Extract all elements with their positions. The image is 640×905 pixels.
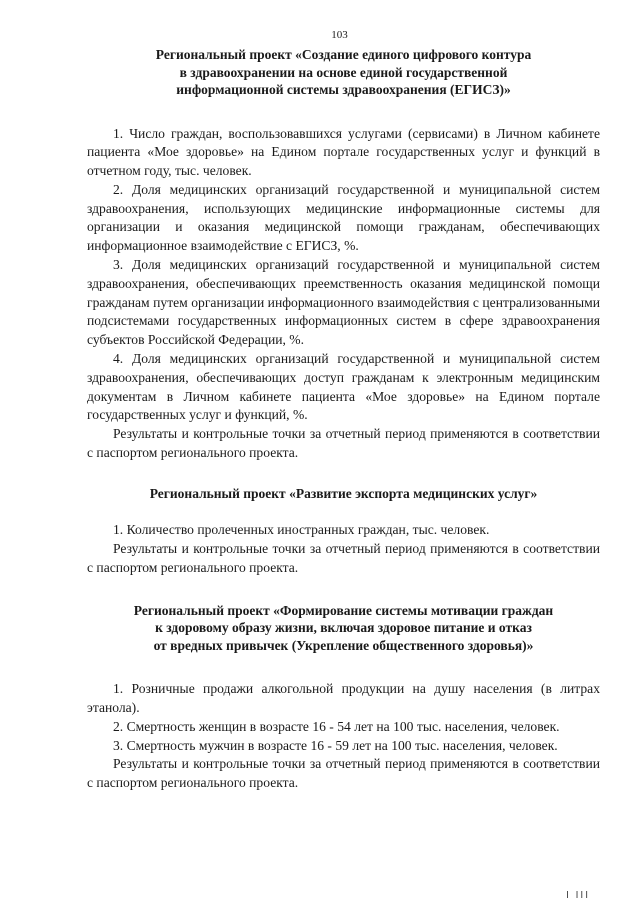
results-paragraph: Результаты и контрольные точки за отчетный период применяются в соответствии с паспортом регионального проекта. (87, 426, 600, 461)
footer-mark: I III (566, 890, 590, 901)
indicator-paragraph: 3. Доля медицинских организаций государственной и муниципальной систем здравоохранения, обеспечивающих преемственность оказания медицинской помощи гражданам путем организации информационного взаимодействия с централизованными подсистемами государственных информационных систем в сфере здравоохранения субъектов Российской Федерации, %. (87, 257, 600, 348)
indicator-paragraph: 1. Число граждан, воспользовавшихся услугами (сервисами) в Личном кабинете пациента «Мое здоровье» на Едином портале государственных услуг и функций в отчетном году, тыс. человек. (87, 125, 600, 179)
section-title (87, 602, 600, 655)
section-title-line: Региональный проект «Формирование системы мотивации граждан (133, 602, 554, 618)
indicator-paragraph: 3. Смертность мужчин в возрасте 16 - 59 лет на 100 тыс. населения, человек. (113, 737, 558, 753)
section-title-line: Региональный проект «Развитие экспорта медицинских услуг» (149, 485, 538, 501)
section-medical-export (87, 485, 600, 578)
section-title-line: от вредных привычек (Укрепление общественного здоровья)» (153, 637, 534, 653)
section-title-line: информационной системы здравоохранения (ЕГИСЗ)» (176, 82, 511, 97)
page-number: 103 (331, 29, 348, 41)
section-title (87, 46, 600, 99)
indicator-paragraph: 4. Доля медицинских организаций государственной и муниципальной систем здравоохранения, обеспечивающих доступ гражданам к электронным медицинским документам в Личном кабинете пациента «Мое здоровье» на Едином портале государственных услуг и функций, %. (87, 351, 600, 423)
section-title-line: Региональный проект «Создание единого цифрового контура (155, 47, 532, 62)
section-egisz (87, 46, 600, 463)
indicator-paragraph: 1. Количество пролеченных иностранных граждан, тыс. человек. (113, 522, 490, 538)
section-title-line: в здравоохранении на основе единой государственной (179, 64, 508, 80)
section-healthy-lifestyle (87, 602, 600, 793)
indicator-paragraph: 2. Доля медицинских организаций государственной и муниципальной систем здравоохранения, использующих медицинские информационные системы для организации и оказания медицинской помощи гражданам, обеспечивающих информационное взаимодействие с ЕГИСЗ, %. (87, 181, 600, 254)
indicator-paragraph: 2. Смертность женщин в возрасте 16 - 54 лет на 100 тыс. населения, человек. (113, 718, 560, 734)
section-title-line: к здоровому образу жизни, включая здоровое питание и отказ (155, 620, 532, 636)
results-paragraph: Результаты и контрольные точки за отчетный период применяются в соответствии с паспортом регионального проекта. (87, 756, 600, 791)
section-title (87, 485, 600, 503)
indicator-paragraph: 1. Розничные продажи алкогольной продукции на душу населения (в литрах этанола). (87, 681, 600, 716)
results-paragraph: Результаты и контрольные точки за отчетный период применяются в соответствии с паспортом регионального проекта. (87, 541, 600, 575)
